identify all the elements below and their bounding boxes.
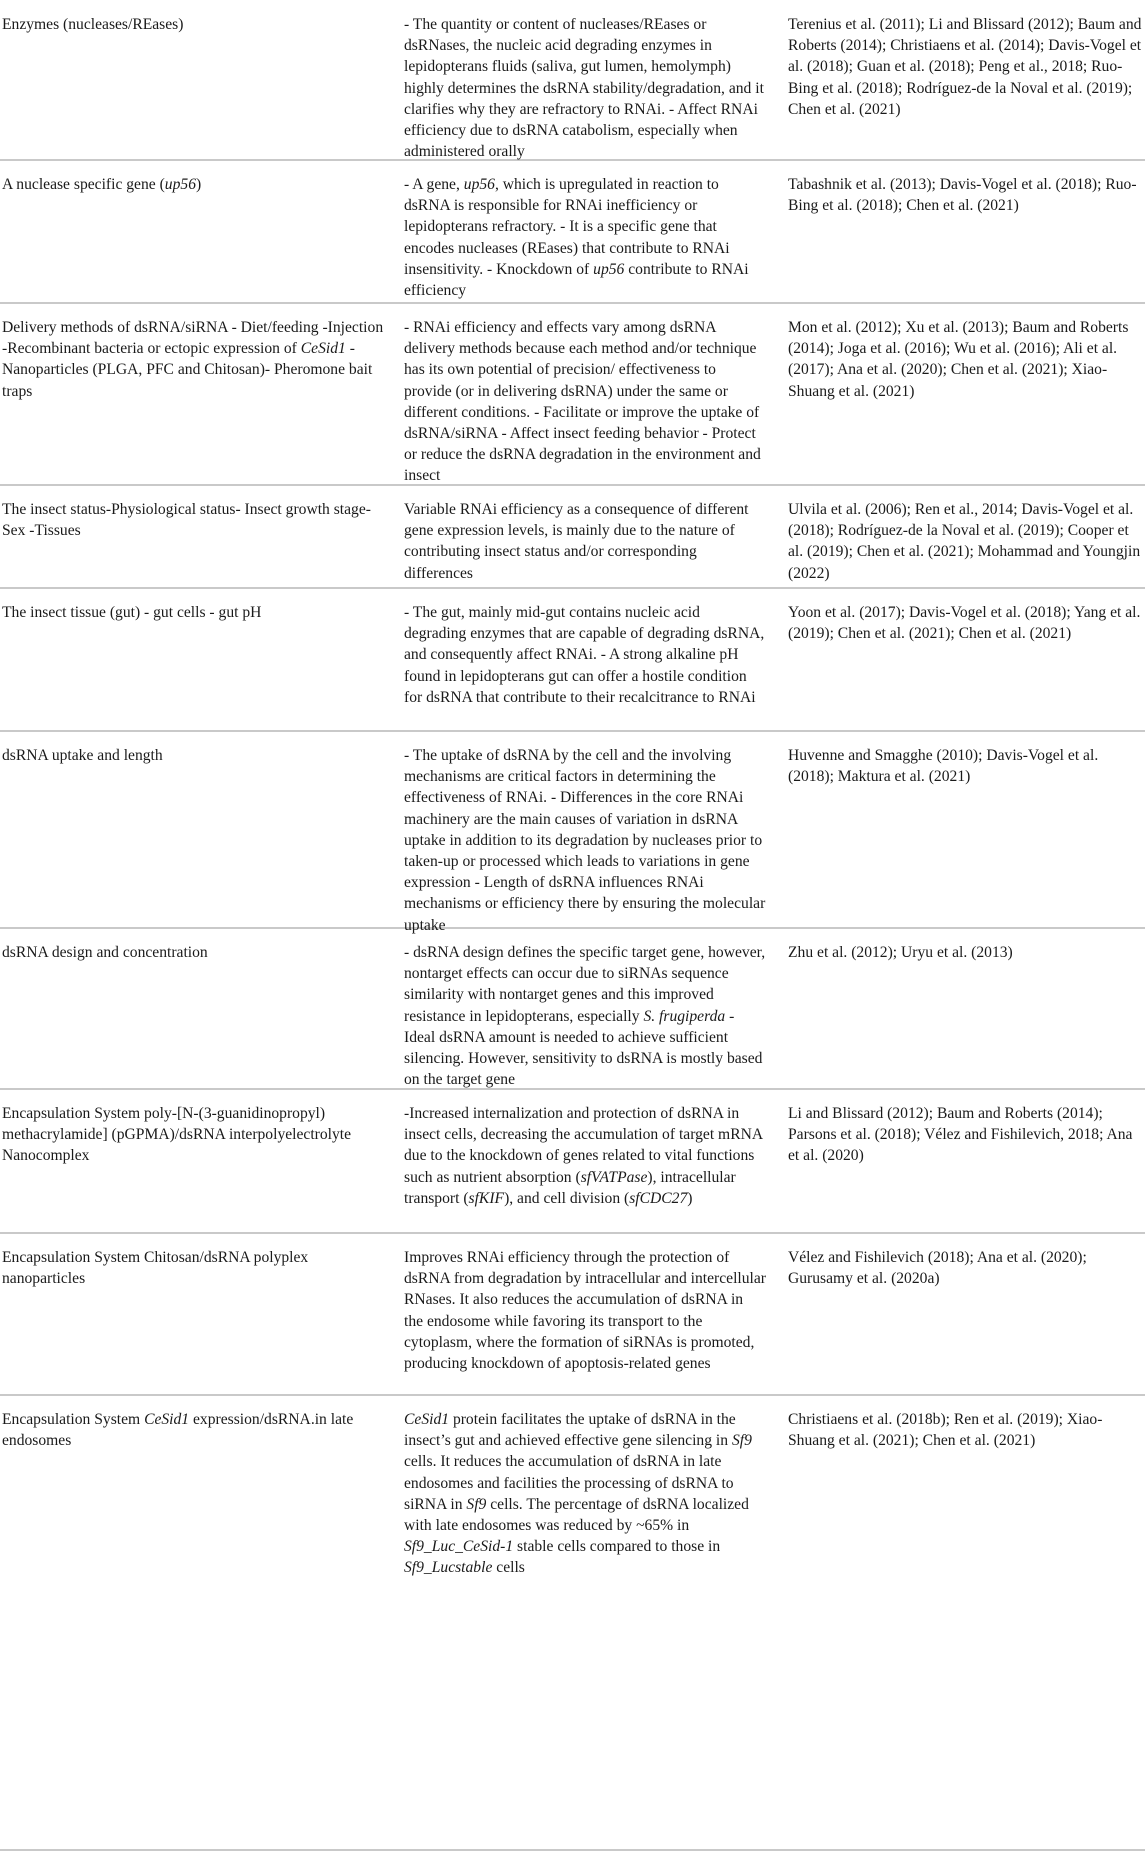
italic-term: Sf9_Lucstable xyxy=(404,1559,493,1577)
text-run: Encapsulation System poly-[N-(3-guanidinopropyl) methacrylamide] (pGPMA)/dsRNA interpolyelectrolyte Nanocomplex xyxy=(2,1105,352,1165)
text-run: Delivery methods of dsRNA/siRNA - Diet/feeding -Injection -Recombinant bacteria or ectopic expression of xyxy=(2,319,384,358)
factor-cell xyxy=(2,745,387,766)
effect-cell xyxy=(404,174,766,301)
text-run: Variable RNAi efficiency as a consequence of different gene expression levels, is mainly due to the nature of contributing insect status and/or corresponding differences xyxy=(404,501,749,582)
italic-term: CeSid1 xyxy=(144,1411,190,1428)
factor-cell xyxy=(2,14,387,35)
italic-term: up56 xyxy=(593,260,625,278)
text-run: - The gut, mainly mid-gut contains nucleic acid degrading enzymes that are capable of degrading dsRNA, and consequently affect RNAi. - A strong alkaline pH found in lepidopterans gut can offer a hostile condition for dsRNA that contribute to their recalcitrance to RNAi xyxy=(404,604,765,706)
factor-cell xyxy=(2,499,387,541)
text-run: Improves RNAi efficiency through the protection of dsRNA from degradation by intracellular and intercellular RNases. It also reduces the accumulation of dsRNA in the endosome while favoring its transport to the cytoplasm, where the formation of siRNAs is promoted, producing knockdown of apoptosis-related genes xyxy=(404,1249,766,1373)
effect-cell xyxy=(404,745,766,936)
table-row xyxy=(0,303,1145,486)
factor-cell xyxy=(2,174,387,195)
text-run: ), and cell division ( xyxy=(504,1189,630,1207)
table-row xyxy=(0,731,1145,934)
italic-term: Sf9_Luc_CeSid-1 xyxy=(404,1538,514,1556)
table-row xyxy=(0,1089,1145,1234)
factor-cell xyxy=(2,1103,387,1167)
references-cell: Tabashnik et al. (2013); Davis-Vogel et al. (2018); Ruo-Bing et al. (2018); Chen et al. (2021) xyxy=(788,176,1137,215)
text-run: A nuclease specific gene ( xyxy=(2,176,165,193)
table-row xyxy=(0,1395,1145,1851)
italic-term: CeSid1 xyxy=(404,1411,450,1428)
text-run: -Increased internalization and protection of dsRNA in insect cells, decreasing the accumulation of target mRNA due to the knockdown of genes related to vital functions such as nutrient absorption ( xyxy=(404,1105,763,1186)
text-run: Encapsulation System xyxy=(2,1411,145,1428)
text-run: expression/dsRNA.in late endosomes xyxy=(2,1411,354,1450)
table-row xyxy=(0,928,1145,1090)
text-run: Enzymes (nucleases/REases) xyxy=(2,16,184,33)
italic-term: S. frugiperda xyxy=(643,1007,726,1025)
text-run: The insect status-Physiological status- Insect growth stage- Sex -Tissues xyxy=(2,501,371,540)
text-run: -Nanoparticles (PLGA, PFC and Chitosan)- Pheromone bait traps xyxy=(2,340,373,400)
text-run: - The quantity or content of nucleases/REases or dsRNases, the nucleic acid degrading enzymes in lepidopterans fluids (saliva, gut lumen, hemolymph) highly determines the dsRNA stability/degradation, and it clarifies why they are refractory to RNAi. - Affect RNAi efficiency due to dsRNA catabolism, especially when administered orally xyxy=(404,16,764,161)
text-run: - A gene, xyxy=(404,176,464,193)
effect-cell xyxy=(404,602,766,708)
text-run: - The uptake of dsRNA by the cell and the involving mechanisms are critical factors in determining the effectiveness of RNAi. - Differences in the core RNAi machinery are the main causes of variation in dsRNA uptake in addition to its degradation by nucleases prior to taken-up or processed which leads to variations in gene expression - Length of dsRNA influences RNAi mechanisms or efficiency there by ensuring the molecular uptake xyxy=(404,747,766,934)
table-row xyxy=(0,160,1145,304)
effect-cell xyxy=(404,942,766,1090)
references-cell: Mon et al. (2012); Xu et al. (2013); Baum and Roberts (2014); Joga et al. (2016); Wu et al. (2016); Ali et al. (2017); Ana et al. (2020); Chen et al. (2021); Xiao-Shuang et al. (2021) xyxy=(788,319,1129,400)
references-cell: Terenius et al. (2011); Li and Blissard (2012); Baum and Roberts (2014); Christiaens et al. (2014); Davis-Vogel et al. (2018); Guan et al. (2018); Peng et al., 2018; Ruo-Bing et al. (2018); Rodríguez-de la Noval et al. (2019); Chen et al. (2021) xyxy=(788,16,1142,118)
text-run: ) xyxy=(195,176,202,193)
text-run: protein facilitates the uptake of dsRNA in the insect’s gut and achieved effective gene silencing in xyxy=(404,1411,736,1450)
italic-term: sfCDC27 xyxy=(629,1189,688,1207)
references-cell: Huvenne and Smagghe (2010); Davis-Vogel et al. (2018); Maktura et al. (2021) xyxy=(788,747,1099,786)
text-run: , which is upregulated in reaction to dsRNA is responsible for RNAi inefficiency or lepidopterans refractory. - It is a specific gene that encodes nucleases (REases) that contribute to RNAi insensitivity. - Knockdown of xyxy=(404,176,730,278)
italic-term: sfVATPase xyxy=(580,1168,648,1186)
effect-cell xyxy=(404,1103,766,1209)
text-run: The insect tissue (gut) - gut cells - gut pH xyxy=(2,604,262,621)
references-cell: Yoon et al. (2017); Davis-Vogel et al. (2018); Yang et al. (2019); Chen et al. (2021); Chen et al. (2021) xyxy=(788,604,1141,643)
text-run: - dsRNA design defines the specific target gene, however, nontarget effects can occur due to siRNAs sequence similarity with nontarget genes and this improved resistance in lepidopterans, especially xyxy=(404,944,766,1025)
text-run: dsRNA uptake and length xyxy=(2,747,163,764)
factor-cell xyxy=(2,1247,387,1289)
table-row xyxy=(0,588,1145,732)
text-run: cells xyxy=(492,1559,525,1577)
references-cell: Vélez and Fishilevich (2018); Ana et al. (2020); Gurusamy et al. (2020a) xyxy=(788,1249,1087,1288)
factor-cell xyxy=(2,317,387,402)
text-run: Encapsulation System Chitosan/dsRNA polyplex nanoparticles xyxy=(2,1249,309,1288)
table-row xyxy=(0,1233,1145,1396)
text-run: - RNAi efficiency and effects vary among dsRNA delivery methods because each method and/or technique has its own potential of precision/ effectiveness to provide (or in delivering dsRNA) under the same or different conditions. - Facilitate or improve the uptake of dsRNA/siRNA - Affect insect feeding behavior - Protect or reduce the dsRNA degradation in the environment and insect xyxy=(404,319,761,485)
text-run: - Ideal dsRNA amount is needed to achieve sufficient silencing. However, sensitivity to dsRNA is mostly based on the target gene xyxy=(404,1007,763,1089)
table-row xyxy=(0,485,1145,589)
effect-cell xyxy=(404,14,766,162)
references-cell: Li and Blissard (2012); Baum and Roberts (2014); Parsons et al. (2018); Vélez and Fishilevich, 2018; Ana et al. (2020) xyxy=(788,1105,1133,1165)
italic-term: up56 xyxy=(463,176,495,193)
factor-cell xyxy=(2,602,387,623)
text-run: contribute to RNAi efficiency xyxy=(404,260,749,300)
factor-cell xyxy=(2,1409,387,1451)
italic-term: up56 xyxy=(164,176,196,193)
references-cell: Ulvila et al. (2006); Ren et al., 2014; Davis-Vogel et al. (2018); Rodríguez-de la Noval et al. (2019); Cooper et al. (2019); Chen et al. (2021); Mohammad and Youngjin (2022) xyxy=(788,501,1141,582)
references-cell: Zhu et al. (2012); Uryu et al. (2013) xyxy=(788,944,1013,961)
references-cell: Christiaens et al. (2018b); Ren et al. (2019); Xiao-Shuang et al. (2021); Chen et al. (2021) xyxy=(788,1411,1103,1450)
text-run: cells. It reduces the accumulation of dsRNA in late endosomes and facilities the processing of dsRNA to siRNA in xyxy=(404,1453,734,1513)
effect-cell xyxy=(404,1409,766,1579)
italic-term: CeSid1 xyxy=(300,340,346,358)
effect-cell xyxy=(404,317,766,487)
effect-cell xyxy=(404,499,766,584)
text-run: stable cells compared to those in xyxy=(513,1538,721,1556)
table-row xyxy=(0,0,1145,161)
text-run: cells. The percentage of dsRNA localized with late endosomes was reduced by ~65% in xyxy=(404,1495,749,1535)
italic-term: Sf9 xyxy=(466,1495,487,1513)
italic-term: sfKIF xyxy=(468,1189,505,1207)
text-run: ), intracellular transport ( xyxy=(404,1168,736,1207)
effect-cell xyxy=(404,1247,766,1374)
text-run: dsRNA design and concentration xyxy=(2,944,208,961)
factor-cell xyxy=(2,942,387,963)
text-run: ) xyxy=(687,1189,693,1207)
italic-term: Sf9 xyxy=(731,1432,752,1450)
